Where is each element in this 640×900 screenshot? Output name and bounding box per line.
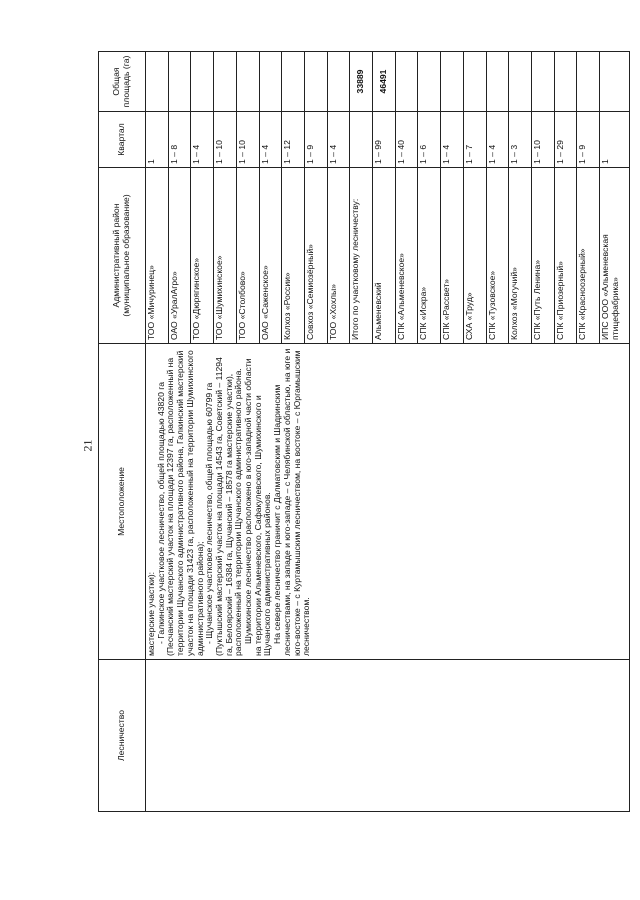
district-cell: СПК «Красноозерный» — [577, 168, 600, 344]
quarter-cell: 1 – 10 — [531, 112, 554, 168]
location-cell — [146, 344, 630, 660]
quarter-cell: 1 – 6 — [418, 112, 441, 168]
page-number: 21 — [80, 439, 95, 452]
district-cell: Колхоз «Могучий» — [509, 168, 532, 344]
area-cell — [146, 52, 169, 112]
location-paragraph: мастерские участки): — [146, 571, 156, 656]
header-area: Общая площадь (га) — [99, 52, 146, 112]
forestry-cell — [146, 660, 630, 812]
area-cell — [463, 52, 486, 112]
area-cell — [327, 52, 350, 112]
district-cell: СПК «Путь Ленина» — [531, 168, 554, 344]
area-cell — [191, 52, 214, 112]
area-cell: 33889 — [350, 52, 373, 112]
location-paragraph: На севере лесничество граничит с Далматовским и Шадринским лесничествами, на западе и юго-западе – с Челябинской областью, на юге и юго-востоке – с Куртамышским лесничеством, на востоке – с Юргамышским лесничеством. — [272, 348, 312, 656]
quarter-cell: 1 – 10 — [214, 112, 237, 168]
district-cell: СПК «Рассвет» — [441, 168, 464, 344]
forestry-table — [98, 51, 630, 812]
area-cell — [168, 52, 191, 112]
quarter-cell: 1 – 4 — [486, 112, 509, 168]
quarter-cell: 1 — [600, 112, 630, 168]
district-cell: СПК «Тузовское» — [486, 168, 509, 344]
area-cell — [486, 52, 509, 112]
area-cell — [304, 52, 327, 112]
area-cell — [418, 52, 441, 112]
area-cell — [214, 52, 237, 112]
district-cell: СПК «Альменевское» — [395, 168, 418, 344]
location-paragraph: Шумихинское лесничество расположено в юго-западной части области на территории Альменевского, Сафакулевского, Шумихинского и Щучанского административных районов. — [243, 358, 273, 656]
quarter-cell: 1 – 99 — [373, 112, 396, 168]
district-cell: Альменевский — [373, 168, 396, 344]
quarter-cell: 1 – 29 — [554, 112, 577, 168]
table-row — [146, 52, 169, 812]
district-cell: ОАО «УралАгро» — [168, 168, 191, 344]
area-cell — [395, 52, 418, 112]
area-cell — [531, 52, 554, 112]
district-cell: ТОО «Дюрягинское» — [191, 168, 214, 344]
area-cell — [282, 52, 305, 112]
area-cell — [509, 52, 532, 112]
quarter-cell: 1 – 40 — [395, 112, 418, 168]
district-cell: Колхоз «России» — [282, 168, 305, 344]
table-header-row — [99, 52, 146, 812]
area-cell — [577, 52, 600, 112]
location-paragraph: - Галкинское участковое лесничество, общей площадью 43820 га (Песчанский мастерский участок на площади 12397 га, расположенный на территории Щучанского административного района, Галкинский мастерский участок на площади 31423 га, расположенный на территории Шумихинского административного района); — [155, 350, 205, 656]
quarter-cell: 1 – 4 — [259, 112, 282, 168]
area-cell — [600, 52, 630, 112]
header-forestry: Лесничество — [99, 660, 146, 812]
district-cell: Совхоз «Семиозёрный» — [304, 168, 327, 344]
district-cell: ТОО «Шумихинское» — [214, 168, 237, 344]
district-cell: СПК «Искра» — [418, 168, 441, 344]
district-cell: ИПС ООО «Альменевская птицефабрика» — [600, 168, 630, 344]
district-cell: ТОО «Хохлы» — [327, 168, 350, 344]
area-cell — [441, 52, 464, 112]
quarter-cell: 1 – 4 — [327, 112, 350, 168]
header-district: Административный район (муниципальное образование) — [99, 168, 146, 344]
header-location: Местоположение — [99, 344, 146, 660]
area-cell — [554, 52, 577, 112]
location-paragraph: - Щучанское участковое лесничество, общей площадью 60799 га (Пуктышский мастерский участок на площади 14543 га, Советский – 11294 га, Белоярский – 16384 га, Щучанский – 18578 га мастерские участки), расположенный на территории Щучанского административного района. — [204, 357, 244, 656]
district-cell: СХА «Труд» — [463, 168, 486, 344]
quarter-cell: 1 – 8 — [168, 112, 191, 168]
district-cell: Итого по участковому лесничеству: — [350, 168, 373, 344]
area-cell: 46491 — [373, 52, 396, 112]
area-cell — [259, 52, 282, 112]
quarter-cell: 1 – 12 — [282, 112, 305, 168]
quarter-cell: 1 — [146, 112, 169, 168]
quarter-cell: 1 – 10 — [236, 112, 259, 168]
quarter-cell: 1 – 7 — [463, 112, 486, 168]
quarter-cell: 1 – 9 — [577, 112, 600, 168]
quarter-cell: 1 – 4 — [441, 112, 464, 168]
quarter-cell: 1 – 4 — [191, 112, 214, 168]
district-cell: ТОО «Столбово» — [236, 168, 259, 344]
district-cell: ОАО «Саженское» — [259, 168, 282, 344]
district-cell: ТОО «Мичуринец» — [146, 168, 169, 344]
district-cell: СПК «Приозерный» — [554, 168, 577, 344]
quarter-cell: 1 – 9 — [304, 112, 327, 168]
area-cell — [236, 52, 259, 112]
rotated-table-container — [98, 52, 630, 812]
quarter-cell: 1 – 3 — [509, 112, 532, 168]
header-quarter: Квартал — [99, 112, 146, 168]
quarter-cell — [350, 112, 373, 168]
